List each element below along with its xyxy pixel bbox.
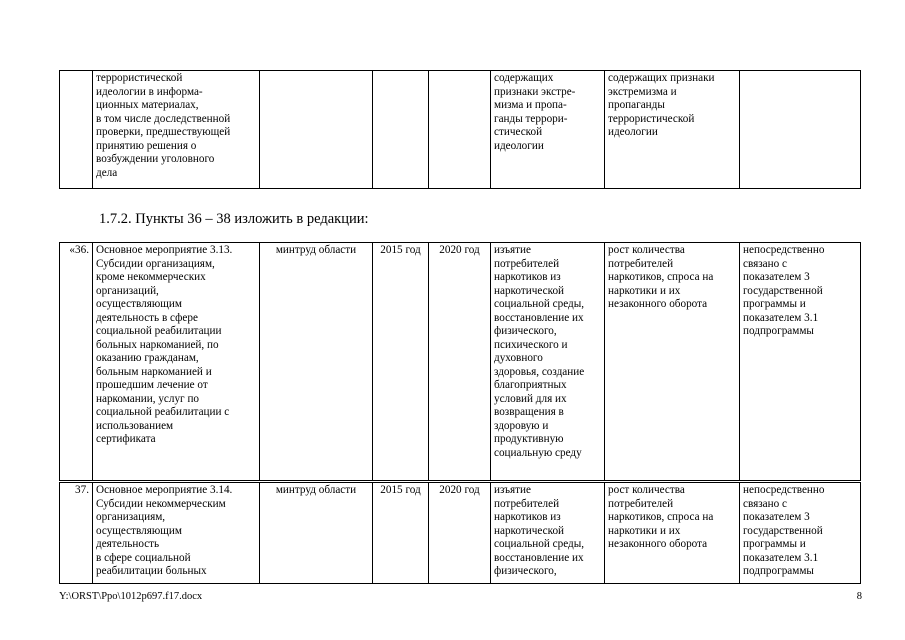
table-items-37	[59, 482, 861, 584]
section-heading: 1.7.2. Пункты 36 – 38 изложить в редакции:	[99, 211, 369, 227]
cell-executor	[260, 71, 373, 189]
cell-indicator-link	[740, 71, 861, 189]
cell-expected-result: изъятие потребителей наркотиков из наркотической социальной среды, восстановление их физического, психического и духовного здоровья, создание благоприятных условий для их возвращения в здоровую и продуктивную социальную среду	[491, 243, 605, 481]
cell-end-year	[429, 71, 491, 189]
footer-page-number: 8	[856, 591, 862, 602]
cell-number	[60, 71, 93, 189]
footer-file-path: Y:\ORST\Ppo\1012p697.f17.docx	[59, 591, 203, 602]
cell-expected-result: изъятие потребителей наркотиков из наркотической социальной среды, восстановление их физического,	[491, 483, 605, 584]
cell-consequences: рост количества потребителей наркотиков, спроса на наркотики и их незаконного оборота	[605, 243, 740, 481]
cell-expected-result: содержащих признаки экстре- мизма и пропа- ганды террори- стической идеологии	[491, 71, 605, 189]
cell-number: 37.	[60, 483, 93, 584]
cell-consequences: рост количества потребителей наркотиков, спроса на наркотики и их незаконного оборота	[605, 483, 740, 584]
table-continued	[59, 70, 861, 189]
cell-indicator-link: непосредственно связано с показателем 3 государственной программы и показателем 3.1 подпрограммы	[740, 243, 861, 481]
cell-start-year: 2015 год	[373, 483, 429, 584]
table-row	[60, 483, 861, 584]
cell-activity-name: Основное мероприятие 3.14. Субсидии некоммерческим организациям, осуществляющим деятельность в сфере социальной реабилитации больных	[93, 483, 260, 584]
cell-number: «36.	[60, 243, 93, 481]
table-items-36	[59, 242, 861, 481]
cell-activity-name: террористической идеологии в информа- ционных материалах, в том числе доследственной проверки, предшествующей принятию решения о возбуждении уголовного дела	[93, 71, 260, 189]
cell-end-year: 2020 год	[429, 483, 491, 584]
cell-consequences: содержащих признаки экстремизма и пропаганды террористической идеологии	[605, 71, 740, 189]
cell-end-year: 2020 год	[429, 243, 491, 481]
cell-executor: минтруд области	[260, 243, 373, 481]
cell-indicator-link: непосредственно связано с показателем 3 государственной программы и показателем 3.1 подпрограммы	[740, 483, 861, 584]
table-row	[60, 243, 861, 481]
cell-executor: минтруд области	[260, 483, 373, 584]
cell-activity-name: Основное мероприятие 3.13. Субсидии организациям, кроме некоммерческих организаций, осуществляющим деятельность в сфере социальной реабилитации больных наркоманией, по оказанию гражданам, больным наркоманией и прошедшим лечение от наркомании, услуг по социальной реабилитации с использованием сертификата	[93, 243, 260, 481]
cell-start-year	[373, 71, 429, 189]
table-row	[60, 71, 861, 189]
cell-start-year: 2015 год	[373, 243, 429, 481]
